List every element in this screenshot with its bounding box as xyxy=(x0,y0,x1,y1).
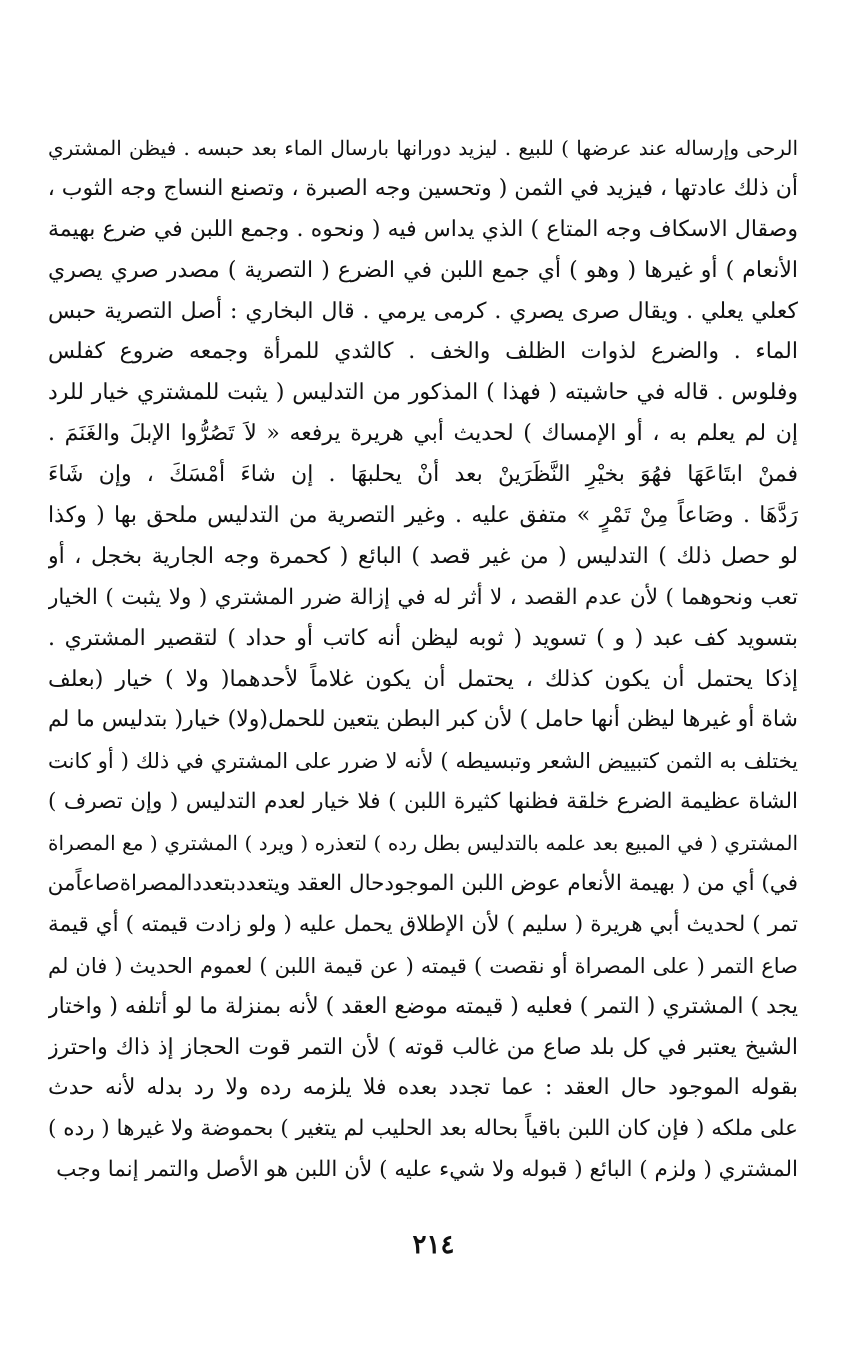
text-line: فمنْ ابتَاعَهَا فهُوَ بخيْرِ النَّظَرَينْ بعد أنْ يحلبهَا . إن شاءَ أمْسَكَ ، وإن شَاءَ xyxy=(48,462,798,488)
text-line: إن لم يعلم به ، أو الإمساك ) لحديث أبي هريرة يرفعه « لاَ تَصُرُّوا الإبلَ والغَنَمَ . xyxy=(48,421,798,447)
text-line: صاع التمر ( على المصراة أو نقصت ) قيمته ( عن قيمة اللبن ) لعموم الحديث ( فان لم xyxy=(48,953,798,978)
text-line: على ملكه ( فإن كان اللبن باقياً بحاله بعد الحليب لم يتغير ) بحموضة ولا غيرها ( رده ) xyxy=(48,1116,798,1142)
text-line: الماء . والضرع لذوات الظلف والخف . كالثدي للمرأة وجمعه ضروع كفلس xyxy=(48,339,798,365)
text-line: إذكا يحتمل أن يكون كذلك ، يحتمل أن يكون غلاماً لأحدهما( ولا ) خيار (بعلف xyxy=(48,666,798,692)
text-line: أن ذلك عادتها ، فيزيد في الثمن ( وتحسين وجه الصبرة ، وتصنع النساج وجه الثوب ، xyxy=(48,175,798,201)
text-line: يجد ) المشتري ( التمر ) فعليه ( قيمته موضع العقد ) لأنه بمنزلة ما لو أتلفه ( واختار xyxy=(48,993,798,1019)
text-line: الشاة عظيمة الضرع خلقة فظنها كثيرة اللبن ) فلا خيار لعدم التدليس ( وإن تصرف ) xyxy=(48,789,798,815)
text-line: بقوله الموجود حال العقد : عما تجدد بعده فلا يلزمه رده ولا رد بدله لأنه حدث xyxy=(48,1075,798,1101)
text-line: المشتري ( في المبيع بعد علمه بالتدليس بطل رده ) لتعذره ( ويرد ) المشتري ( مع المصراة xyxy=(48,831,798,856)
text-line: شاة أو غيرها ليظن أنها حامل ) لأن كبر البطن يتعين للحمل(ولا) خيار( بتدليس ما لم xyxy=(48,707,798,733)
page-number: ٢١٤ xyxy=(412,1230,455,1260)
text-line: الأنعام ) أو غيرها ( وهو ) أي جمع اللبن في الضرع ( التصرية ) مصدر صري يصري xyxy=(48,257,798,283)
body-text xyxy=(48,128,798,1191)
text-line: وفلوس . قاله في حاشيته ( فهذا ) المذكور من التدليس ( يثبت للمشتري خيار للرد xyxy=(48,380,798,406)
text-line: يختلف به الثمن كتبييض الشعر وتبسيطه ) لأنه لا ضرر على المشتري في ذلك ( أو كانت xyxy=(48,749,798,774)
text-line: المشتري ( ولزم ) البائع ( قبوله ولا شيء عليه ) لأن اللبن هو الأصل والتمر إنما وجب xyxy=(56,1157,798,1183)
text-line: وصقال الاسكاف وجه المتاع ) الذي يداس فيه ( ونحوه . وجمع اللبن في ضرع بهيمة xyxy=(48,216,798,242)
text-line: الرحى وإرساله عند عرضها ) للبيع . ليزيد دورانها بارسال الماء بعد حبسه . فيظن المشتري xyxy=(48,136,798,160)
text-line: رَدَّهَا . وصَاعاً مِنْ تَمْرٍ » متفق عليه . وغير التصرية من التدليس ملحق بها ( وكذا xyxy=(48,503,798,529)
text-line: تمر ) لحديث أبي هريرة ( سليم ) لأن الإطلاق يحمل عليه ( ولو زادت قيمته ) أي قيمة xyxy=(48,911,798,937)
text-line: في) أي من ( بهيمة الأنعام عوض اللبن الموجودحال العقد ويتعددبتعددالمصراةصاعاًمن xyxy=(48,871,798,897)
text-line: بتسويد كف عبد ( و ) تسويد ( ثوبه ليظن أنه كاتب أو حداد ) لتقصير المشتري . xyxy=(48,625,798,651)
text-line: لو حصل ذلك ) التدليس ( من غير قصد ) البائع ( كحمرة وجه الجارية بخجل ، أو xyxy=(48,543,798,569)
text-line: الشيخ يعتبر في كل بلد صاع من غالب قوته ) لأن التمر قوت الحجاز إذ ذاك واحترز xyxy=(48,1034,798,1060)
text-line: كعلي يعلي . ويقال صرى يصري . كرمى يرمي . قال البخاري : أصل التصرية حبس xyxy=(48,298,798,324)
text-line: تعب ونحوهما ) لأن عدم القصد ، لا أثر له في إزالة ضرر المشتري ( ولا يثبت ) الخيار xyxy=(48,584,798,610)
